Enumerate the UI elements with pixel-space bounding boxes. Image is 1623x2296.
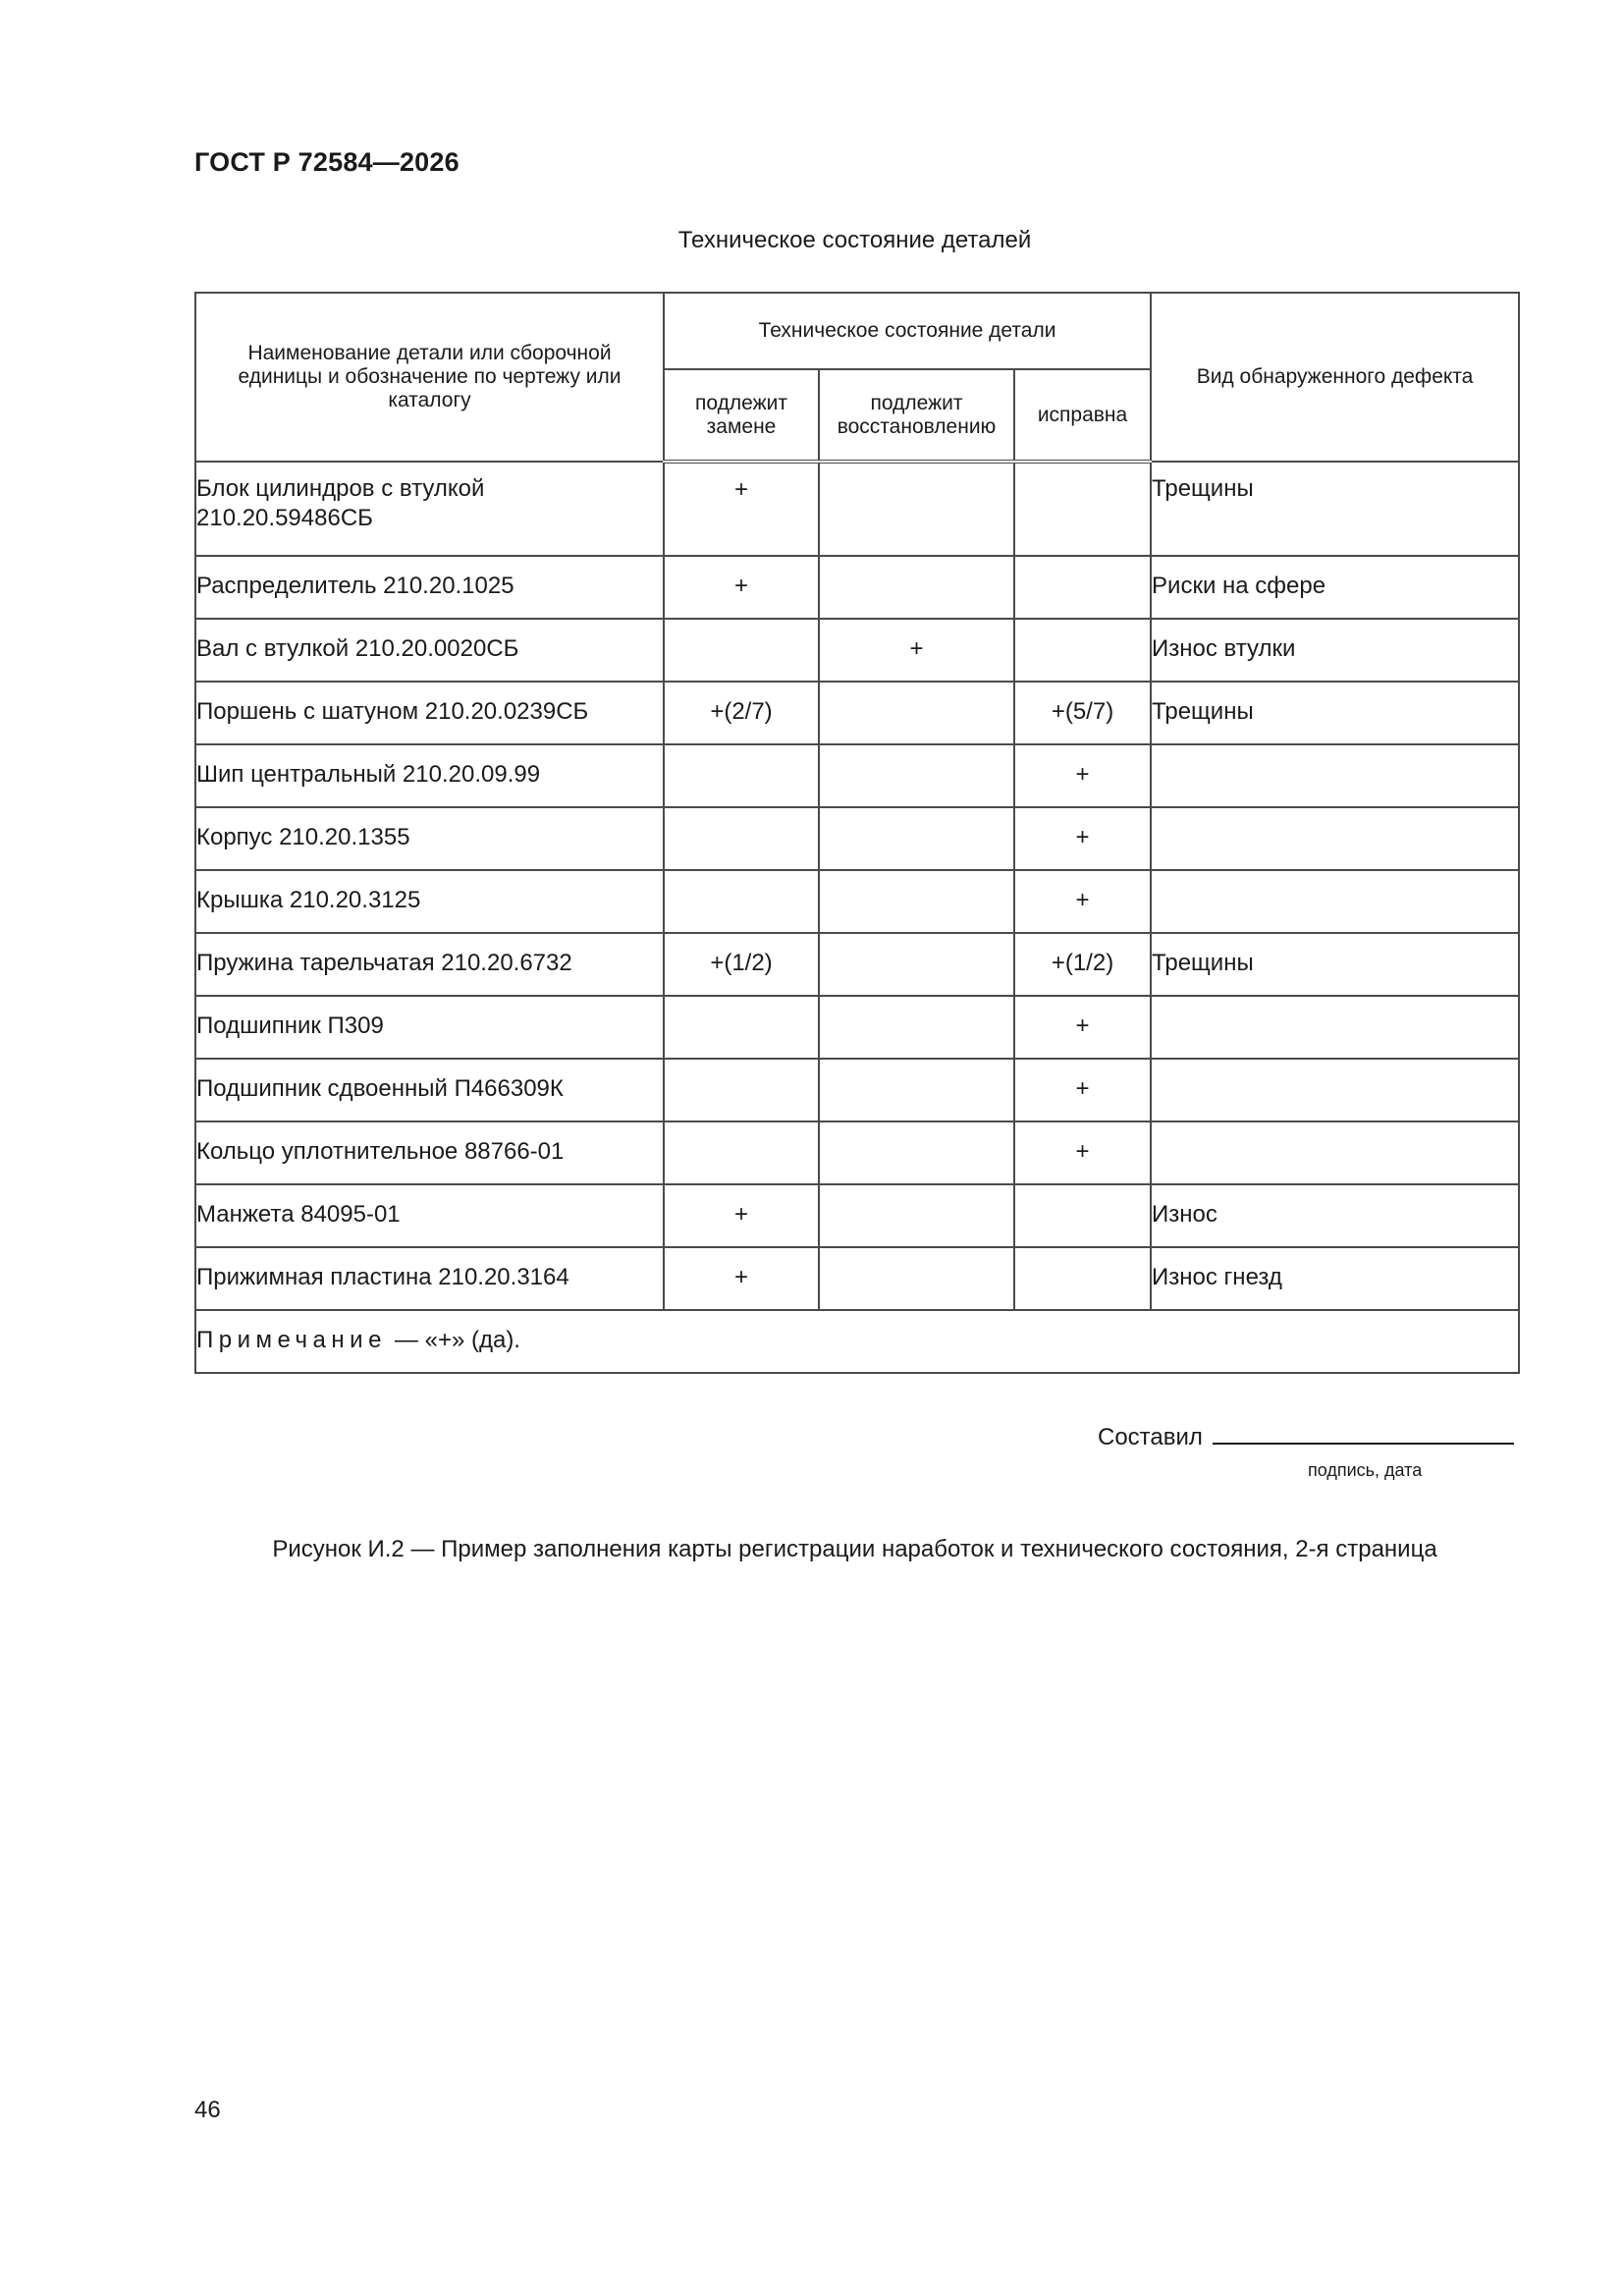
- part-name-cell: Блок цилиндров с втулкой 210.20.59486СБ: [195, 462, 664, 556]
- signature-caption: подпись, дата: [1308, 1460, 1423, 1480]
- part-name-cell: Крышка 210.20.3125: [195, 870, 664, 933]
- table-row: [195, 619, 1519, 682]
- defect-cell: Трещины: [1151, 462, 1519, 556]
- table-row: [195, 933, 1519, 996]
- to-restore-cell: [819, 933, 1014, 996]
- table-row: [195, 1121, 1519, 1184]
- defect-cell: [1151, 870, 1519, 933]
- to-replace-cell: [664, 996, 819, 1059]
- to-restore-cell: +: [819, 619, 1014, 682]
- part-name-cell: Пружина тарельчатая 210.20.6732: [195, 933, 664, 996]
- to-restore-cell: [819, 744, 1014, 807]
- serviceable-cell: +: [1014, 996, 1151, 1059]
- to-replace-cell: +(2/7): [664, 682, 819, 744]
- serviceable-cell: +: [1014, 1121, 1151, 1184]
- part-name-cell: Поршень с шатуном 210.20.0239СБ: [195, 682, 664, 744]
- table-body: [195, 462, 1519, 1373]
- page-number: 46: [194, 2097, 221, 2123]
- to-replace-cell: [664, 619, 819, 682]
- table-note-row: [195, 1310, 1519, 1373]
- to-restore-cell: [819, 1184, 1014, 1247]
- defect-cell: [1151, 1059, 1519, 1121]
- serviceable-cell: [1014, 619, 1151, 682]
- parts-condition-table: [194, 292, 1520, 1374]
- table-row: [195, 682, 1519, 744]
- part-name-cell: Вал с втулкой 210.20.0020СБ: [195, 619, 664, 682]
- defect-cell: [1151, 1121, 1519, 1184]
- part-name-cell: Кольцо уплотнительное 88766-01: [195, 1121, 664, 1184]
- to-restore-cell: [819, 996, 1014, 1059]
- to-replace-cell: +: [664, 1184, 819, 1247]
- part-name-cell: Распределитель 210.20.1025: [195, 556, 664, 619]
- table-row: [195, 996, 1519, 1059]
- defect-cell: [1151, 996, 1519, 1059]
- header-defect-type: Вид обнаруженного дефекта: [1151, 293, 1519, 462]
- serviceable-cell: +: [1014, 744, 1151, 807]
- to-replace-cell: +(1/2): [664, 933, 819, 996]
- to-replace-cell: [664, 870, 819, 933]
- defect-cell: Риски на сфере: [1151, 556, 1519, 619]
- signature-label: Составил: [1098, 1424, 1203, 1450]
- header-to-replace: подлежит замене: [664, 369, 819, 462]
- serviceable-cell: +(5/7): [1014, 682, 1151, 744]
- table-row: [195, 1184, 1519, 1247]
- to-replace-cell: [664, 744, 819, 807]
- signature-line: [1098, 1421, 1514, 1451]
- part-name-cell: Шип центральный 210.20.09.99: [195, 744, 664, 807]
- signature-blank: [1213, 1421, 1514, 1445]
- part-name-cell: Прижимная пластина 210.20.3164: [195, 1247, 664, 1310]
- header-technical-state: Техническое состояние детали: [664, 293, 1151, 369]
- serviceable-cell: +(1/2): [1014, 933, 1151, 996]
- part-name-cell: Подшипник П309: [195, 996, 664, 1059]
- defect-cell: Износ: [1151, 1184, 1519, 1247]
- defect-cell: Трещины: [1151, 682, 1519, 744]
- serviceable-cell: +: [1014, 807, 1151, 870]
- to-replace-cell: [664, 807, 819, 870]
- header-part-name: Наименование детали или сборочной единицы и обозначение по чертежу или каталогу: [195, 293, 664, 462]
- defect-cell: [1151, 744, 1519, 807]
- table-row: [195, 462, 1519, 556]
- to-restore-cell: [819, 870, 1014, 933]
- table-row: [195, 1059, 1519, 1121]
- table-row: [195, 1247, 1519, 1310]
- note-text: — «+» (да).: [394, 1327, 520, 1353]
- defect-cell: Трещины: [1151, 933, 1519, 996]
- header-to-restore: подлежит восстановлению: [819, 369, 1014, 462]
- to-replace-cell: +: [664, 462, 819, 556]
- to-restore-cell: [819, 1059, 1014, 1121]
- figure-caption: Рисунок И.2 — Пример заполнения карты регистрации наработок и технического состояния, 2-я страница: [272, 1536, 1437, 1562]
- table-row: [195, 556, 1519, 619]
- to-restore-cell: [819, 682, 1014, 744]
- table-row: [195, 744, 1519, 807]
- to-restore-cell: [819, 462, 1014, 556]
- to-restore-cell: [819, 1121, 1014, 1184]
- to-restore-cell: [819, 556, 1014, 619]
- to-restore-cell: [819, 807, 1014, 870]
- document-header: ГОСТ Р 72584—2026: [194, 147, 460, 177]
- serviceable-cell: [1014, 1247, 1151, 1310]
- part-name-cell: Манжета 84095-01: [195, 1184, 664, 1247]
- to-replace-cell: +: [664, 556, 819, 619]
- to-restore-cell: [819, 1247, 1014, 1310]
- defect-cell: Износ втулки: [1151, 619, 1519, 682]
- serviceable-cell: [1014, 462, 1151, 556]
- serviceable-cell: +: [1014, 870, 1151, 933]
- part-name-cell: Подшипник сдвоенный П466309К: [195, 1059, 664, 1121]
- to-replace-cell: [664, 1059, 819, 1121]
- serviceable-cell: +: [1014, 1059, 1151, 1121]
- table-row: [195, 807, 1519, 870]
- serviceable-cell: [1014, 556, 1151, 619]
- defect-cell: Износ гнезд: [1151, 1247, 1519, 1310]
- note-label: Примечание: [196, 1327, 387, 1353]
- table-note: [195, 1310, 1519, 1373]
- to-replace-cell: +: [664, 1247, 819, 1310]
- serviceable-cell: [1014, 1184, 1151, 1247]
- table-title: Техническое состояние деталей: [677, 227, 1032, 253]
- table-row: [195, 870, 1519, 933]
- defect-cell: [1151, 807, 1519, 870]
- to-replace-cell: [664, 1121, 819, 1184]
- part-name-cell: Корпус 210.20.1355: [195, 807, 664, 870]
- header-serviceable: исправна: [1014, 369, 1151, 462]
